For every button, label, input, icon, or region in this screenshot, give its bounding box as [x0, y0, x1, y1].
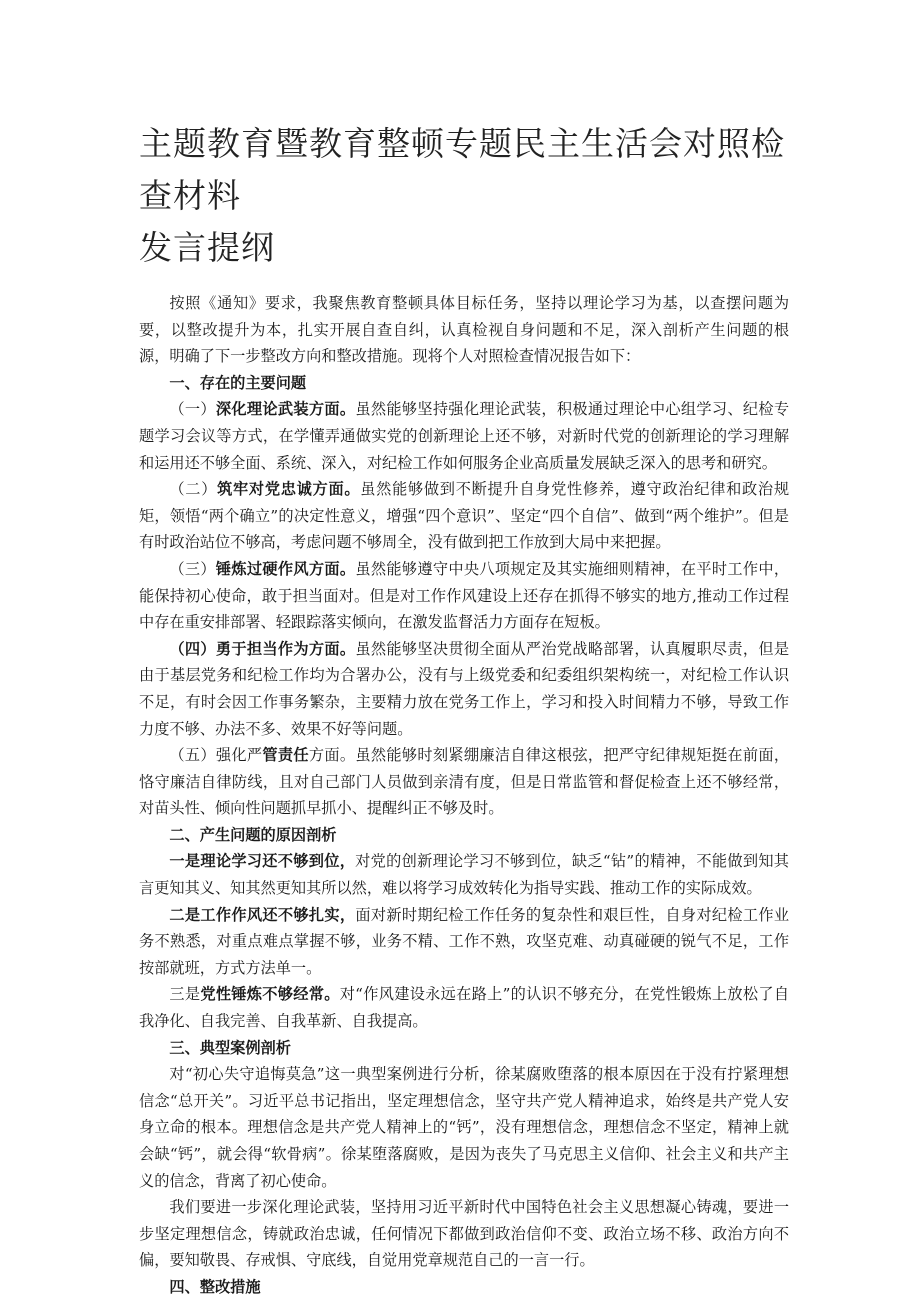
- item-text: 对“作风建设永远在路上”的认识不够充分，在党性锻炼上放松了自我净化、自我完善、自我革新、自我提高。: [139, 985, 790, 1031]
- item-prefix: 三是: [169, 985, 201, 1004]
- item-bold-lead: 管责任: [262, 746, 309, 765]
- section-heading-3: 三、典型案例剖析: [169, 1038, 291, 1057]
- intro-paragraph: 按照《通知》要求，我聚焦教育整顿具体目标任务，坚持以理论学习为基，以查摆问题为要，以整改提升为本，扎实开展自查自纠，认真检视自身问题和不足，深入剖析产生问题的根源，明确了下一步整改方向和整改措施。现将个人对照检查情况报告如下：: [139, 294, 789, 366]
- item-text: 虽然能够遵守中央八项规定及其实施细则精神，在平时工作中，能保持初心使命，敢于担当面对。但是对工作作风建设上还存在抓得不够实的地方,推动工作过程中存在重安排部署、轻跟踪落实倾向，在激发监督活力方面存在短板。: [139, 559, 790, 632]
- item-text: 面对新时期纪检工作任务的复杂性和艰巨性，自身对纪检工作业务不熟悉，对重点难点掌握不够，业务不精、工作不熟，攻坚克难、动真碰硬的锐气不足，工作按部就班，方式方法单一。: [139, 905, 790, 977]
- item-text: 虽然能够坚决贯彻全面从严治党战略部署，认真履职尽责，但是由于基层党务和纪检工作均为合署办公，没有与上级党委和纪委组织架构统一，对纪检工作认识不足，有时会因工作事务繁杂，主要精力放在党务工作上，学习和投入时间精力不够，导致工作力度不够、办法不多、效果不好等问题。: [139, 639, 790, 738]
- item-text: 虽然能够坚持强化理论武装，积极通过理论中心组学习、纪检专题学习会议等方式，在学懂弄通做实党的创新理论上还不够，对新时代党的创新理论的学习理解和运用还不够全面、系统、深入，对纪检工作如何服务企业高质量发展缺乏深入的思考和研究。: [139, 400, 790, 472]
- title-line-1: 主题教育暨教育整顿专题民主生活会对照检查材料: [139, 124, 785, 215]
- item-prefix: （三）: [169, 559, 216, 578]
- section-heading-2: 二、产生问题的原因剖析: [169, 825, 337, 844]
- issue-paragraph-4: [139, 636, 789, 742]
- issue-paragraph-3: [139, 556, 789, 636]
- item-prefix: （五）强化严: [169, 746, 263, 765]
- item-bold-lead: 勇于担当作为方面。: [215, 639, 356, 658]
- cause-paragraph-2: [139, 902, 789, 982]
- item-text: 对党的创新理论学习不够到位，缺乏“钻”的精神，不能做到知其言更知其义、知其然更知其所以然，难以将学习成效转化为指导实践、推动工作的实际成效。: [139, 852, 789, 898]
- item-bold-lead: 党性锤炼不够经常。: [200, 985, 340, 1004]
- issue-paragraph-5: [139, 742, 789, 822]
- item-prefix: （一）: [169, 400, 216, 419]
- issue-paragraph-1: [139, 396, 789, 476]
- case-paragraph-1: 对“初心失守追悔莫急”这一典型案例进行分析，徐某腐败堕落的根本原因在于没有拧紧理想信念“总开关”。习近平总书记指出，坚定理想信念，坚守共产党人精神追求，始终是共产党人安身立命的根本。理想信念是共产党人精神上的“钙”，没有理想信念，理想信念不坚定，精神上就会缺“钙”，就会得“软骨病”。徐某堕落腐败，是因为丧失了马克思主义信仰、社会主义和共产主义的信念，背离了初心使命。: [139, 1065, 789, 1190]
- item-bold-lead: 筑牢对党忠诚方面。: [217, 480, 361, 499]
- issue-paragraph-2: [139, 476, 789, 556]
- cause-paragraph-3: [139, 981, 789, 1034]
- item-bold-lead: 一是理论学习还不够到位，: [169, 852, 356, 871]
- item-text: 方面。虽然能够时刻紧绷廉洁自律这根弦，把严守纪律规矩挺在前面，恪守廉洁自律防线，且对自己部门人员做到亲清有度，但是日常监管和督促检查上还不够经常，对苗头性、倾向性问题抓早抓小、提醒纠正不够及时。: [139, 746, 790, 818]
- item-bold-lead: 二是工作作风还不够扎实，: [169, 905, 356, 924]
- section-heading-4: 四、整改措施: [169, 1277, 261, 1296]
- item-bold-lead: 锤炼过硬作风方面。: [215, 559, 356, 578]
- document-title: [139, 118, 789, 274]
- document-page: [139, 118, 789, 1301]
- cause-paragraph-1: [139, 848, 789, 901]
- item-prefix: （四）: [169, 639, 216, 658]
- item-text: 虽然能够做到不断提升自身党性修养，遵守政治纪律和政治规矩，领悟“两个确立”的决定性意义，增强“四个意识”、坚定“四个自信”、做到“两个维护”。但是有时政治站位不够高，考虑问题不够周全，没有做到把工作放到大局中来把握。: [139, 480, 790, 552]
- item-prefix: （二）: [169, 480, 218, 499]
- item-bold-lead: 深化理论武装方面。: [215, 400, 356, 419]
- case-paragraph-2: 我们要进一步深化理论武装，坚持用习近平新时代中国特色社会主义思想凝心铸魂，要进一步坚定理想信念，铸就政治忠诚，任何情况下都做到政治信仰不变、政治立场不移、政治方向不偏，要知敬畏、存戒惧、守底线，自觉用党章规范自己的一言一行。: [139, 1198, 789, 1270]
- section-heading-1: 一、存在的主要问题: [169, 373, 307, 392]
- title-line-2: 发言提纲: [139, 228, 275, 267]
